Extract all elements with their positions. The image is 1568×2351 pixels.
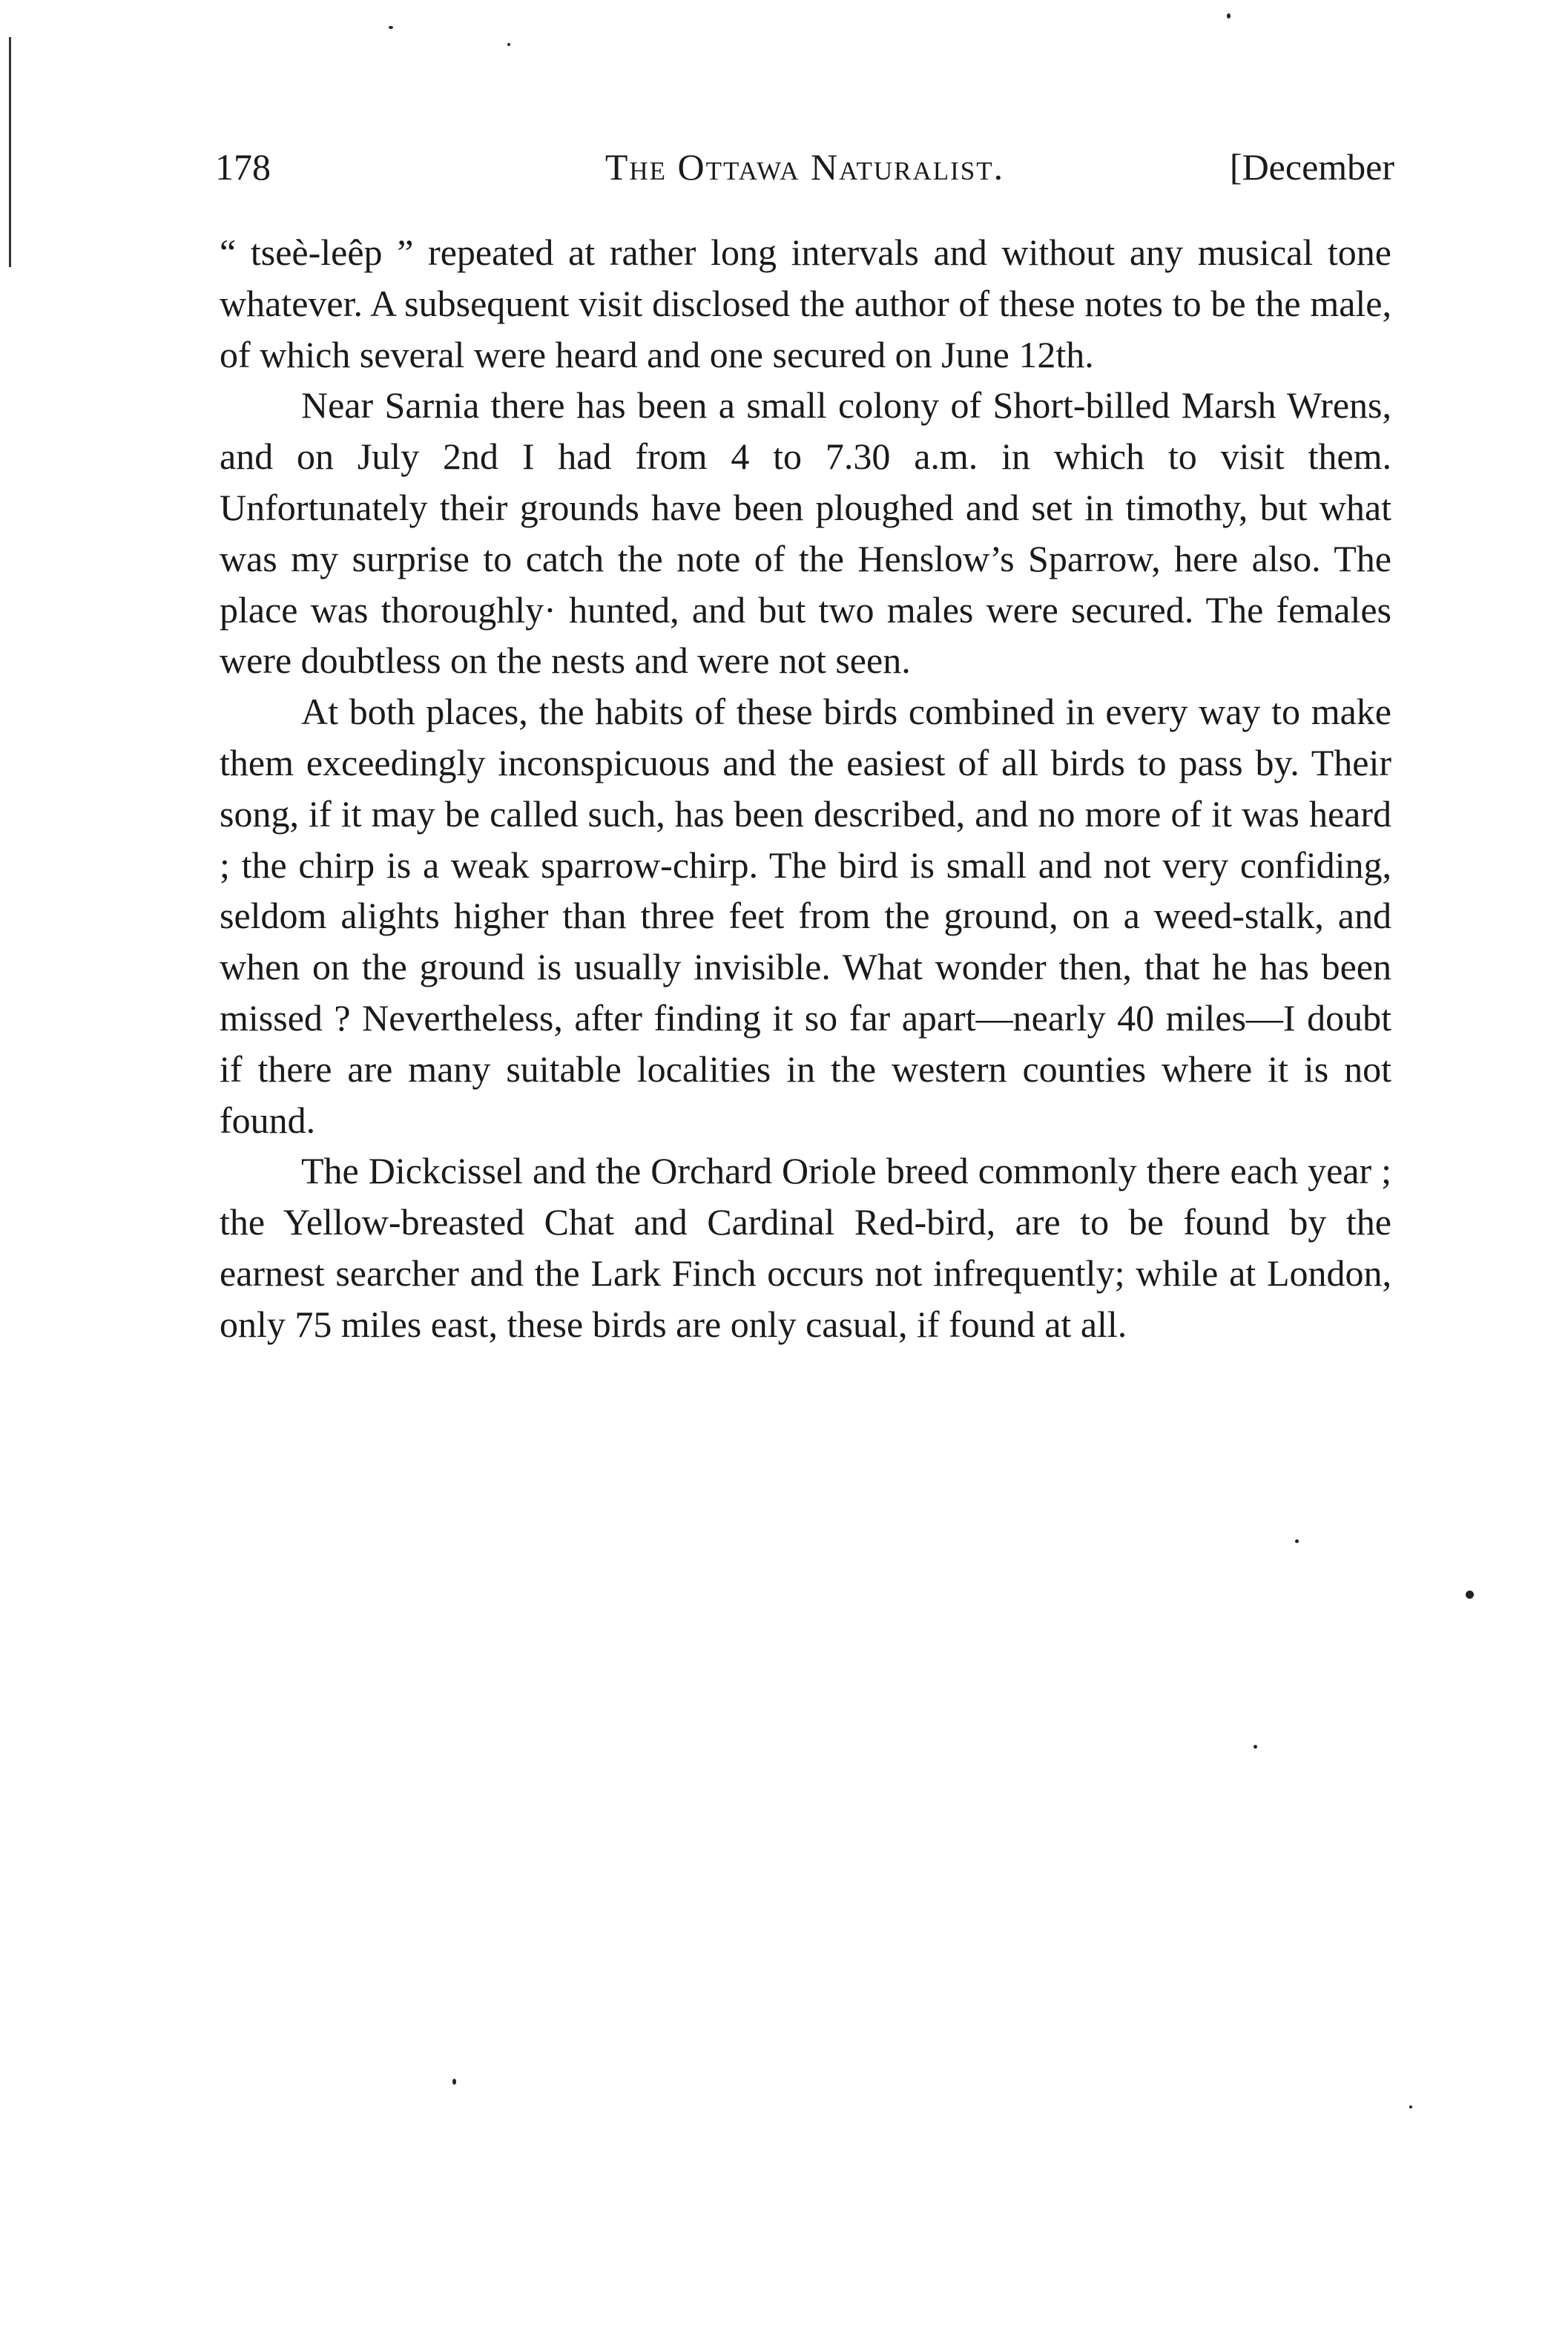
page-number: 178 — [215, 146, 271, 188]
scan-speck — [1254, 1745, 1257, 1749]
running-header — [215, 141, 1394, 193]
scan-speck — [507, 43, 510, 46]
paragraph-habits: At both places, the habits of these birds combined in every way to make them exceedingly inconspicuous and the easiest of all birds to pass by. Their song, if it may be called such, has been described, and no more of it was heard ; the chirp is a weak sparrow-chirp. The bird is small and not very confiding, seldom alights higher than three feet from the ground, on a weed-stalk, and when on the ground is usually invisible. What wonder then, that he has been missed ? Nevertheless, after finding it so far apart—nearly 40 miles—I doubt if there are many suitable localities in the western counties where it is not found. — [220, 691, 1391, 1141]
scan-speck — [1227, 13, 1231, 19]
paragraph-continued: “ tseè-leêp ” repeated at rather long intervals and without any musical tone whatever. A subsequent visit disclosed the author of these notes to be the male, of which several were heard and one secured on June 12th. — [220, 231, 1391, 375]
scan-speck — [1295, 1539, 1299, 1543]
left-edge-scan-line — [9, 37, 11, 267]
scan-speck — [1409, 2105, 1412, 2108]
scan-speck — [452, 2079, 456, 2085]
paragraph-sarnia: Near Sarnia there has been a small colony of Short-billed Marsh Wrens, and on July 2nd I had from 4 to 7.30 a.m. in which to visit them. Unfortunately their grounds have been ploughed and set in timothy, but what was my surprise to catch the note of the Henslow’s Sparrow, here also. The place was thoroughly· hunted, and but two males were secured. The females were doubtless on the nests and were not seen. — [220, 384, 1391, 682]
scan-speck — [1466, 1591, 1474, 1599]
issue-month: [December — [1229, 146, 1394, 188]
article-body — [220, 227, 1391, 1350]
scan-speck — [389, 26, 393, 29]
paragraph-dickcissel: The Dickcissel and the Orchard Oriole breed commonly there each year ; the Yellow-breasted Chat and Cardinal Red-bird, are to be found by the earnest searcher and the Lark Finch occurs not infrequently; while at London, only 75 miles east, these birds are only casual, if found at all. — [220, 1150, 1391, 1345]
journal-title: The Ottawa Naturalist. — [605, 146, 1005, 188]
